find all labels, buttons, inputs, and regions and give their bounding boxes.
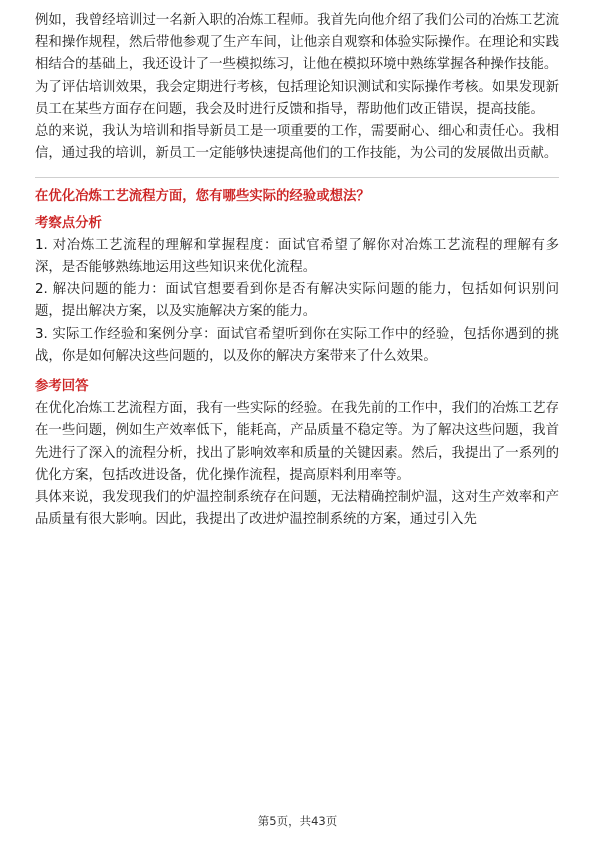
question-title: 在优化冶炼工艺流程方面，您有哪些实际的经验或想法？ bbox=[35, 189, 370, 205]
intro-paragraph: 总的来说，我认为培训和指导新员工是一项重要的工作，需要耐心、细心和责任心。我相信，通过我的培训，新员工一定能够快速提高他们的工作技能，为公司的发展做出贡献。 bbox=[35, 124, 559, 162]
analysis-heading: 考察点分析 bbox=[35, 215, 102, 231]
page-footer: 第5页，共43页 bbox=[257, 814, 338, 828]
answer-paragraph: 具体来说，我发现我们的炉温控制系统存在问题，无法精确控制炉温，这对生产效率和产品质量有很大影响。因此，我提出了改进炉温控制系统的方案，通过引入先 bbox=[35, 490, 559, 528]
analysis-item: 1. 对冶炼工艺流程的理解和掌握程度：面试官希望了解你对冶炼工艺流程的理解有多深，是否能够熟练地运用这些知识来优化流程。 bbox=[35, 237, 559, 276]
answer-paragraph: 在优化冶炼工艺流程方面，我有一些实际的经验。在我先前的工作中，我们的冶炼工艺存在一些问题，例如生产效率低下，能耗高，产品质量不稳定等。为了解决这些问题，我首先进行了深入的流程分析，找出了影响效率和质量的关键因素。然后，我提出了一系列的优化方案，包括改进设备，优化操作流程，提高原料利用率等。 bbox=[35, 401, 559, 483]
intro-paragraph: 例如，我曾经培训过一名新入职的冶炼工程师。我首先向他介绍了我们公司的冶炼工艺流程和操作规程，然后带他参观了生产车间，让他亲自观察和体验实际操作。在理论和实践相结合的基础上，我还设计了一些模拟练习，让他在模拟环境中熟练掌握各种操作技能。 bbox=[35, 13, 559, 73]
intro-paragraph: 为了评估培训效果，我会定期进行考核，包括理论知识测试和实际操作考核。如果发现新员工在某些方面存在问题，我会及时进行反馈和指导，帮助他们改正错误，提高技能。 bbox=[35, 79, 559, 117]
section-divider bbox=[35, 177, 559, 178]
document-page bbox=[35, 10, 559, 531]
analysis-item: 2. 解决问题的能力：面试官想要看到你是否有解决实际问题的能力，包括如何识别问题，提出解决方案，以及实施解决方案的能力。 bbox=[35, 282, 559, 320]
answer-heading: 参考回答 bbox=[35, 379, 89, 395]
analysis-item: 3. 实际工作经验和案例分享：面试官希望听到你在实际工作中的经验，包括你遇到的挑战，你是如何解决这些问题的，以及你的解决方案带来了什么效果。 bbox=[35, 326, 559, 364]
